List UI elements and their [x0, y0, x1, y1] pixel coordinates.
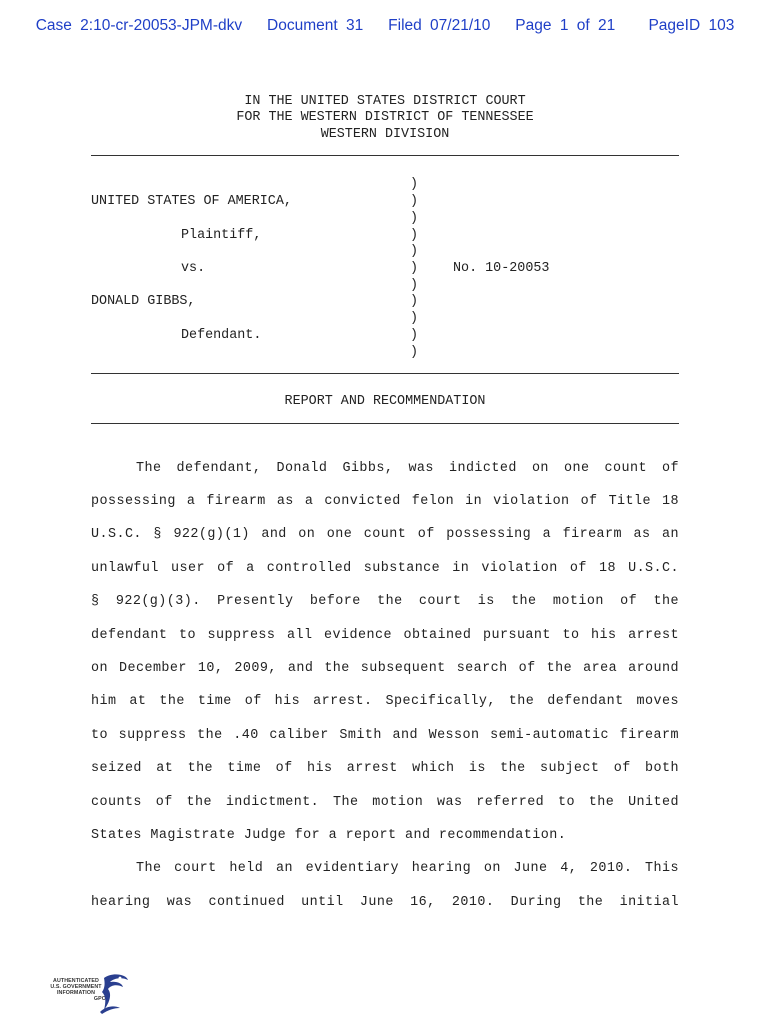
body-line: on December 10, 2009, and the subsequent search of the area around [91, 661, 679, 676]
seal-text-line: U.S. GOVERNMENT [50, 984, 102, 990]
caption-paren: ) [410, 211, 419, 226]
body-line: The defendant, Donald Gibbs, was indicted on one count of [136, 461, 679, 476]
body-line: him at the time of his arrest. Specifically, the defendant moves [91, 694, 679, 709]
caption-paren: ) [410, 345, 419, 360]
court-division: WESTERN DIVISION [320, 127, 450, 142]
caption-paren: ) [410, 194, 419, 209]
defendant-role: Defendant. [181, 328, 262, 343]
body-line: The court held an evidentiary hearing on June 4, 2010. This [136, 861, 679, 876]
caption-paren: ) [410, 244, 419, 259]
seal-text-line: INFORMATION [56, 990, 96, 996]
caption-top-rule [91, 155, 679, 156]
ecf-header-stamp: Case 2:10-cr-20053-JPM-dkv Document 31 Filed 07/21/10 Page 1 of 21 PageID 103 [35, 17, 735, 34]
seal-text-line: GPO [93, 996, 106, 1002]
document-title: REPORT AND RECOMMENDATION [284, 394, 486, 409]
caption-paren: ) [410, 278, 419, 293]
caption-paren: ) [410, 311, 419, 326]
court-name-line-2: FOR THE WESTERN DISTRICT OF TENNESSEE [236, 110, 534, 125]
defendant-name: DONALD GIBBS, [91, 294, 196, 309]
caption-paren: ) [410, 177, 419, 192]
body-line: hearing was continued until June 16, 2010. During the initial [91, 895, 679, 910]
plaintiff-name: UNITED STATES OF AMERICA, [91, 194, 292, 209]
plaintiff-role: Plaintiff, [181, 228, 262, 243]
versus-label: vs. [181, 261, 206, 276]
body-line: U.S.C. § 922(g)(1) and on one count of possessing a firearm as an [91, 527, 679, 542]
body-line: to suppress the .40 caliber Smith and Wesson semi-automatic firearm [91, 728, 679, 743]
body-line: possessing a firearm as a convicted felon in violation of Title 18 [91, 494, 679, 509]
eagle-seal-icon [96, 972, 130, 1014]
body-line: States Magistrate Judge for a report and recommendation. [91, 828, 567, 843]
caption-paren: ) [410, 261, 419, 276]
caption-paren: ) [410, 228, 419, 243]
body-line: counts of the indictment. The motion was referred to the United [91, 795, 679, 810]
title-rule [91, 423, 679, 424]
seal-text-line: AUTHENTICATED [53, 978, 99, 984]
body-line: defendant to suppress all evidence obtained pursuant to his arrest [91, 628, 679, 643]
gpo-authentication-seal [44, 972, 130, 1014]
body-line: seized at the time of his arrest which is the subject of both [91, 761, 679, 776]
case-number: No. 10-20053 [453, 261, 550, 276]
court-name-line-1: IN THE UNITED STATES DISTRICT COURT [244, 94, 526, 109]
caption-paren: ) [410, 328, 419, 343]
body-line: § 922(g)(3). Presently before the court is the motion of the [91, 594, 679, 609]
caption-bottom-rule [91, 373, 679, 374]
caption-paren: ) [410, 294, 419, 309]
body-line: unlawful user of a controlled substance in violation of 18 U.S.C. [91, 561, 679, 576]
